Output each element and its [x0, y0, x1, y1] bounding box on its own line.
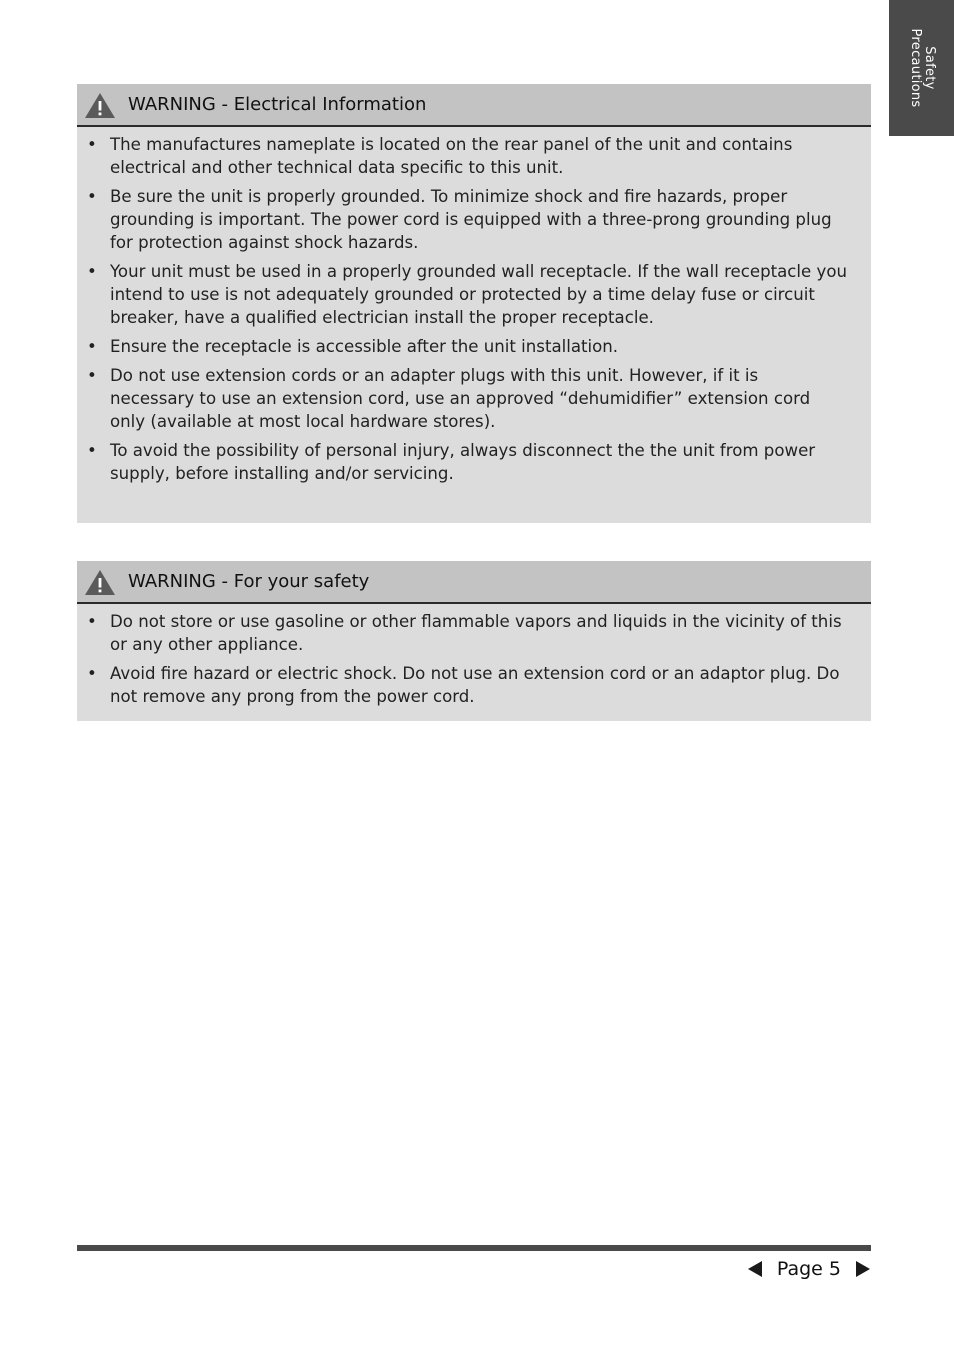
- list-item: [85, 439, 847, 485]
- bullet: •: [87, 366, 97, 385]
- warning-header: [77, 84, 871, 127]
- section-tab: [889, 0, 954, 136]
- page-number: Page 5: [776, 1258, 841, 1280]
- section-tab-label: [908, 29, 936, 108]
- triangle-right-icon[interactable]: [855, 1260, 871, 1278]
- warning-list: [77, 127, 871, 485]
- list-item-text: Your unit must be used in a properly grounded wall receptacle. If the wall receptacle you intend to use is not adequately grounded or protected by a time delay fuse or circuit breaker, have a qualified electrician install the proper receptacle.: [110, 262, 848, 327]
- triangle-left-icon[interactable]: [747, 1260, 763, 1278]
- warning-header: [77, 561, 871, 604]
- list-item-text: Do not use extension cords or an adapter plugs with this unit. However, if it is necessary to use an extension cord, use an approved “dehumidifier” extension cord only (available at most local hardware stores).: [110, 366, 811, 431]
- list-item: [85, 662, 847, 708]
- bullet: •: [87, 441, 97, 460]
- list-item: [85, 364, 847, 433]
- bullet: •: [87, 262, 97, 281]
- list-item-text: The manufactures nameplate is located on the rear panel of the unit and contains electrical and other technical data specific to this unit.: [110, 135, 793, 177]
- warning-title: WARNING - For your safety: [128, 571, 370, 592]
- warning-list: [77, 604, 871, 708]
- page-navigation: [747, 1258, 871, 1280]
- bullet: •: [87, 612, 97, 631]
- list-item: [85, 610, 847, 656]
- section-tab-line1: Safety: [921, 46, 937, 90]
- bullet: •: [87, 135, 97, 154]
- warning-box-electrical: [77, 84, 871, 523]
- warning-triangle-icon: [84, 91, 116, 119]
- warning-title: WARNING - Electrical Information: [128, 94, 427, 115]
- list-item-text: Avoid fire hazard or electric shock. Do not use an extension cord or an adaptor plug. Do not remove any prong from the power cord.: [110, 664, 840, 706]
- list-item: [85, 133, 847, 179]
- list-item-text: Be sure the unit is properly grounded. To minimize shock and fire hazards, proper grounding is important. The power cord is equipped with a three-prong grounding plug for protection against shock hazards.: [110, 187, 832, 252]
- warning-box-safety: [77, 561, 871, 721]
- warning-triangle-icon: [84, 568, 116, 596]
- list-item: [85, 185, 847, 254]
- list-item-text: Do not store or use gasoline or other flammable vapors and liquids in the vicinity of this or any other appliance.: [110, 612, 842, 654]
- bullet: •: [87, 664, 97, 683]
- list-item-text: To avoid the possibility of personal injury, always disconnect the the unit from power supply, before installing and/or servicing.: [110, 441, 816, 483]
- list-item: [85, 335, 847, 358]
- section-tab-line2: Precautions: [907, 28, 923, 108]
- list-item: [85, 260, 847, 329]
- bullet: •: [87, 187, 97, 206]
- list-item-text: Ensure the receptacle is accessible after the unit installation.: [110, 337, 619, 356]
- footer-divider: [77, 1245, 871, 1251]
- bullet: •: [87, 337, 97, 356]
